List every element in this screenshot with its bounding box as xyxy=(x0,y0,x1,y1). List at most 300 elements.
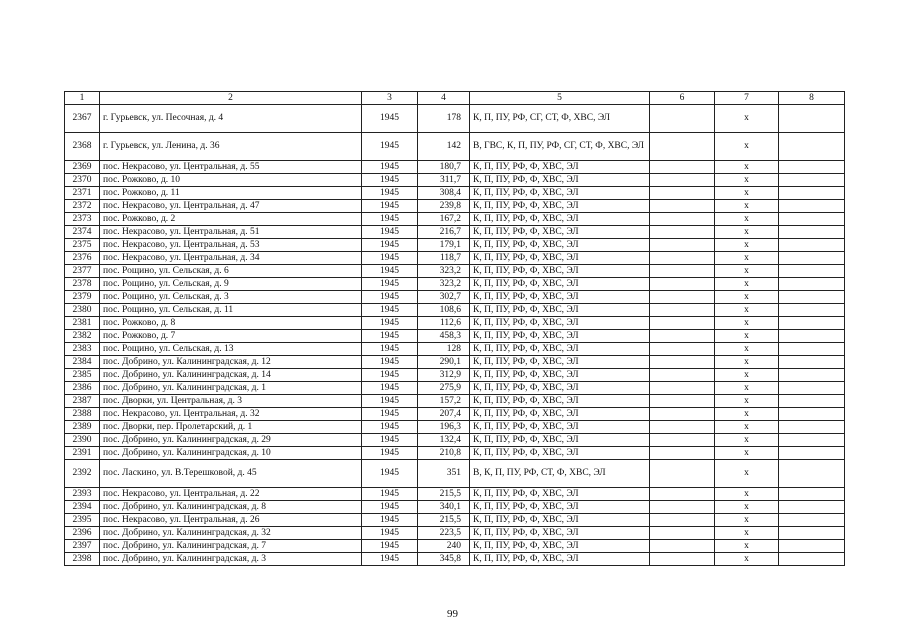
address-cell: пос. Некрасово, ул. Центральная, д. 55 xyxy=(100,161,362,174)
address-cell: пос. Дворки, ул. Центральная, д. 3 xyxy=(100,395,362,408)
table-row xyxy=(65,200,845,213)
area-cell: 308,4 xyxy=(418,187,470,200)
address-cell: пос. Некрасово, ул. Центральная, д. 51 xyxy=(100,226,362,239)
address-cell: пос. Некрасово, ул. Центральная, д. 47 xyxy=(100,200,362,213)
row-number-cell: 2391 xyxy=(65,447,100,460)
column-8-cell xyxy=(779,434,845,447)
area-cell: 458,3 xyxy=(418,330,470,343)
page-number: 99 xyxy=(447,608,458,620)
row-number-cell: 2398 xyxy=(65,553,100,566)
table-row xyxy=(65,421,845,434)
table-row xyxy=(65,382,845,395)
row-number-cell: 2382 xyxy=(65,330,100,343)
year-cell: 1945 xyxy=(362,408,418,421)
year-cell: 1945 xyxy=(362,252,418,265)
column-6-cell xyxy=(650,226,715,239)
column-number-row xyxy=(65,92,845,105)
works-cell: К, П, ПУ, РФ, Ф, ХВС, ЭЛ xyxy=(470,187,650,200)
address-cell: пос. Добрино, ул. Калининградская, д. 10 xyxy=(100,447,362,460)
column-7-cell: х xyxy=(715,226,779,239)
address-cell: пос. Добрино, ул. Калининградская, д. 32 xyxy=(100,527,362,540)
address-cell: пос. Некрасово, ул. Центральная, д. 22 xyxy=(100,488,362,501)
column-7-cell: х xyxy=(715,187,779,200)
column-6-cell xyxy=(650,447,715,460)
table-row xyxy=(65,330,845,343)
address-cell: пос. Рожково, д. 10 xyxy=(100,174,362,187)
address-cell: пос. Добрино, ул. Калининградская, д. 1 xyxy=(100,382,362,395)
area-cell: 240 xyxy=(418,540,470,553)
area-cell: 215,5 xyxy=(418,488,470,501)
column-7-cell: х xyxy=(715,395,779,408)
area-cell: 132,4 xyxy=(418,434,470,447)
year-cell: 1945 xyxy=(362,278,418,291)
works-cell: К, П, ПУ, РФ, Ф, ХВС, ЭЛ xyxy=(470,213,650,226)
area-cell: 290,1 xyxy=(418,356,470,369)
column-8-cell xyxy=(779,501,845,514)
table-row xyxy=(65,447,845,460)
row-number-cell: 2376 xyxy=(65,252,100,265)
column-6-cell xyxy=(650,408,715,421)
area-cell: 178 xyxy=(418,105,470,133)
works-cell: В, К, П, ПУ, РФ, СТ, Ф, ХВС, ЭЛ xyxy=(470,460,650,488)
year-cell: 1945 xyxy=(362,174,418,187)
row-number-cell: 2393 xyxy=(65,488,100,501)
works-cell: К, П, ПУ, РФ, Ф, ХВС, ЭЛ xyxy=(470,174,650,187)
works-cell: К, П, ПУ, РФ, Ф, ХВС, ЭЛ xyxy=(470,265,650,278)
table-row xyxy=(65,356,845,369)
column-8-cell xyxy=(779,421,845,434)
area-cell: 210,8 xyxy=(418,447,470,460)
column-number-3: 3 xyxy=(362,92,418,105)
column-8-cell xyxy=(779,174,845,187)
column-7-cell: х xyxy=(715,304,779,317)
year-cell: 1945 xyxy=(362,369,418,382)
year-cell: 1945 xyxy=(362,488,418,501)
table-row xyxy=(65,395,845,408)
column-6-cell xyxy=(650,421,715,434)
column-6-cell xyxy=(650,330,715,343)
column-8-cell xyxy=(779,317,845,330)
works-cell: К, П, ПУ, РФ, Ф, ХВС, ЭЛ xyxy=(470,304,650,317)
area-cell: 216,7 xyxy=(418,226,470,239)
column-8-cell xyxy=(779,356,845,369)
year-cell: 1945 xyxy=(362,343,418,356)
row-number-cell: 2381 xyxy=(65,317,100,330)
row-number-cell: 2378 xyxy=(65,278,100,291)
area-cell: 179,1 xyxy=(418,239,470,252)
row-number-cell: 2368 xyxy=(65,133,100,161)
address-cell: пос. Некрасово, ул. Центральная, д. 26 xyxy=(100,514,362,527)
area-cell: 323,2 xyxy=(418,278,470,291)
column-6-cell xyxy=(650,161,715,174)
works-cell: К, П, ПУ, РФ, Ф, ХВС, ЭЛ xyxy=(470,434,650,447)
area-cell: 196,3 xyxy=(418,421,470,434)
year-cell: 1945 xyxy=(362,501,418,514)
table-row xyxy=(65,226,845,239)
column-6-cell xyxy=(650,540,715,553)
column-8-cell xyxy=(779,239,845,252)
year-cell: 1945 xyxy=(362,447,418,460)
year-cell: 1945 xyxy=(362,330,418,343)
column-8-cell xyxy=(779,133,845,161)
year-cell: 1945 xyxy=(362,514,418,527)
row-number-cell: 2392 xyxy=(65,460,100,488)
year-cell: 1945 xyxy=(362,527,418,540)
area-cell: 108,6 xyxy=(418,304,470,317)
area-cell: 215,5 xyxy=(418,514,470,527)
column-7-cell: х xyxy=(715,527,779,540)
year-cell: 1945 xyxy=(362,133,418,161)
column-7-cell: х xyxy=(715,540,779,553)
table-row xyxy=(65,408,845,421)
column-6-cell xyxy=(650,239,715,252)
works-cell: К, П, ПУ, РФ, Ф, ХВС, ЭЛ xyxy=(470,330,650,343)
column-6-cell xyxy=(650,265,715,278)
table-row xyxy=(65,105,845,133)
column-6-cell xyxy=(650,343,715,356)
area-cell: 180,7 xyxy=(418,161,470,174)
column-8-cell xyxy=(779,540,845,553)
column-8-cell xyxy=(779,265,845,278)
area-cell: 112,6 xyxy=(418,317,470,330)
address-cell: пос. Рожково, д. 8 xyxy=(100,317,362,330)
year-cell: 1945 xyxy=(362,540,418,553)
row-number-cell: 2385 xyxy=(65,369,100,382)
table-row xyxy=(65,317,845,330)
column-6-cell xyxy=(650,553,715,566)
column-7-cell: х xyxy=(715,105,779,133)
row-number-cell: 2388 xyxy=(65,408,100,421)
column-8-cell xyxy=(779,187,845,200)
column-8-cell xyxy=(779,330,845,343)
area-cell: 275,9 xyxy=(418,382,470,395)
works-cell: К, П, ПУ, РФ, Ф, ХВС, ЭЛ xyxy=(470,356,650,369)
column-7-cell: х xyxy=(715,553,779,566)
year-cell: 1945 xyxy=(362,382,418,395)
row-number-cell: 2396 xyxy=(65,527,100,540)
register-table-body xyxy=(65,92,845,566)
row-number-cell: 2374 xyxy=(65,226,100,239)
works-cell: К, П, ПУ, РФ, Ф, ХВС, ЭЛ xyxy=(470,226,650,239)
table-row xyxy=(65,239,845,252)
column-6-cell xyxy=(650,369,715,382)
area-cell: 239,8 xyxy=(418,200,470,213)
column-8-cell xyxy=(779,252,845,265)
table-row xyxy=(65,527,845,540)
area-cell: 207,4 xyxy=(418,408,470,421)
column-8-cell xyxy=(779,200,845,213)
row-number-cell: 2397 xyxy=(65,540,100,553)
column-number-5: 5 xyxy=(470,92,650,105)
address-cell: пос. Добрино, ул. Калининградская, д. 8 xyxy=(100,501,362,514)
area-cell: 311,7 xyxy=(418,174,470,187)
column-8-cell xyxy=(779,226,845,239)
address-cell: пос. Добрино, ул. Калининградская, д. 3 xyxy=(100,553,362,566)
works-cell: К, П, ПУ, РФ, Ф, ХВС, ЭЛ xyxy=(470,501,650,514)
year-cell: 1945 xyxy=(362,553,418,566)
column-6-cell xyxy=(650,213,715,226)
column-8-cell xyxy=(779,553,845,566)
works-cell: К, П, ПУ, РФ, Ф, ХВС, ЭЛ xyxy=(470,421,650,434)
table-row xyxy=(65,434,845,447)
column-7-cell: х xyxy=(715,434,779,447)
works-cell: К, П, ПУ, РФ, Ф, ХВС, ЭЛ xyxy=(470,278,650,291)
address-cell: пос. Дворки, пер. Пролетарский, д. 1 xyxy=(100,421,362,434)
column-7-cell: х xyxy=(715,317,779,330)
works-cell: К, П, ПУ, РФ, Ф, ХВС, ЭЛ xyxy=(470,369,650,382)
column-number-8: 8 xyxy=(779,92,845,105)
column-7-cell: х xyxy=(715,174,779,187)
row-number-cell: 2390 xyxy=(65,434,100,447)
works-cell: К, П, ПУ, РФ, Ф, ХВС, ЭЛ xyxy=(470,161,650,174)
year-cell: 1945 xyxy=(362,395,418,408)
column-7-cell: х xyxy=(715,356,779,369)
address-cell: г. Гурьевск, ул. Ленина, д. 36 xyxy=(100,133,362,161)
column-8-cell xyxy=(779,343,845,356)
year-cell: 1945 xyxy=(362,421,418,434)
year-cell: 1945 xyxy=(362,460,418,488)
area-cell: 312,9 xyxy=(418,369,470,382)
column-7-cell: х xyxy=(715,200,779,213)
column-6-cell xyxy=(650,395,715,408)
table-row xyxy=(65,460,845,488)
column-8-cell xyxy=(779,278,845,291)
column-8-cell xyxy=(779,460,845,488)
address-cell: пос. Некрасово, ул. Центральная, д. 34 xyxy=(100,252,362,265)
column-number-6: 6 xyxy=(650,92,715,105)
column-8-cell xyxy=(779,369,845,382)
row-number-cell: 2373 xyxy=(65,213,100,226)
column-7-cell: х xyxy=(715,501,779,514)
column-8-cell xyxy=(779,408,845,421)
year-cell: 1945 xyxy=(362,291,418,304)
address-cell: пос. Добрино, ул. Калининградская, д. 14 xyxy=(100,369,362,382)
works-cell: К, П, ПУ, РФ, Ф, ХВС, ЭЛ xyxy=(470,317,650,330)
row-number-cell: 2370 xyxy=(65,174,100,187)
table-row xyxy=(65,187,845,200)
table-row xyxy=(65,174,845,187)
column-6-cell xyxy=(650,317,715,330)
works-cell: К, П, ПУ, РФ, Ф, ХВС, ЭЛ xyxy=(470,553,650,566)
column-7-cell: х xyxy=(715,460,779,488)
column-6-cell xyxy=(650,501,715,514)
column-8-cell xyxy=(779,395,845,408)
column-8-cell xyxy=(779,488,845,501)
year-cell: 1945 xyxy=(362,200,418,213)
works-cell: К, П, ПУ, РФ, Ф, ХВС, ЭЛ xyxy=(470,527,650,540)
column-6-cell xyxy=(650,356,715,369)
column-7-cell: х xyxy=(715,291,779,304)
table-row xyxy=(65,553,845,566)
area-cell: 302,7 xyxy=(418,291,470,304)
column-6-cell xyxy=(650,200,715,213)
row-number-cell: 2389 xyxy=(65,421,100,434)
column-8-cell xyxy=(779,527,845,540)
column-7-cell: х xyxy=(715,278,779,291)
area-cell: 351 xyxy=(418,460,470,488)
row-number-cell: 2367 xyxy=(65,105,100,133)
table-row xyxy=(65,213,845,226)
column-7-cell: х xyxy=(715,213,779,226)
column-6-cell xyxy=(650,133,715,161)
column-8-cell xyxy=(779,447,845,460)
works-cell: К, П, ПУ, РФ, Ф, ХВС, ЭЛ xyxy=(470,514,650,527)
table-row xyxy=(65,161,845,174)
area-cell: 345,8 xyxy=(418,553,470,566)
column-7-cell: х xyxy=(715,488,779,501)
works-cell: К, П, ПУ, РФ, Ф, ХВС, ЭЛ xyxy=(470,291,650,304)
address-cell: пос. Ласкино, ул. В.Терешковой, д. 45 xyxy=(100,460,362,488)
area-cell: 118,7 xyxy=(418,252,470,265)
address-cell: пос. Добрино, ул. Калининградская, д. 7 xyxy=(100,540,362,553)
column-7-cell: х xyxy=(715,408,779,421)
address-cell: пос. Некрасово, ул. Центральная, д. 32 xyxy=(100,408,362,421)
column-6-cell xyxy=(650,434,715,447)
year-cell: 1945 xyxy=(362,226,418,239)
column-7-cell: х xyxy=(715,239,779,252)
column-7-cell: х xyxy=(715,133,779,161)
year-cell: 1945 xyxy=(362,356,418,369)
works-cell: К, П, ПУ, РФ, Ф, ХВС, ЭЛ xyxy=(470,395,650,408)
column-number-2: 2 xyxy=(100,92,362,105)
address-cell: пос. Рожково, д. 2 xyxy=(100,213,362,226)
row-number-cell: 2380 xyxy=(65,304,100,317)
column-7-cell: х xyxy=(715,161,779,174)
column-6-cell xyxy=(650,291,715,304)
row-number-cell: 2386 xyxy=(65,382,100,395)
row-number-cell: 2371 xyxy=(65,187,100,200)
year-cell: 1945 xyxy=(362,213,418,226)
column-7-cell: х xyxy=(715,265,779,278)
column-6-cell xyxy=(650,527,715,540)
area-cell: 340,1 xyxy=(418,501,470,514)
works-cell: К, П, ПУ, РФ, Ф, ХВС, ЭЛ xyxy=(470,540,650,553)
year-cell: 1945 xyxy=(362,434,418,447)
address-cell: пос. Добрино, ул. Калининградская, д. 29 xyxy=(100,434,362,447)
works-cell: К, П, ПУ, РФ, Ф, ХВС, ЭЛ xyxy=(470,200,650,213)
table-row xyxy=(65,369,845,382)
column-8-cell xyxy=(779,105,845,133)
column-7-cell: х xyxy=(715,382,779,395)
column-7-cell: х xyxy=(715,447,779,460)
column-6-cell xyxy=(650,460,715,488)
area-cell: 223,5 xyxy=(418,527,470,540)
table-row xyxy=(65,252,845,265)
row-number-cell: 2377 xyxy=(65,265,100,278)
works-cell: К, П, ПУ, РФ, Ф, ХВС, ЭЛ xyxy=(470,343,650,356)
address-cell: пос. Рощино, ул. Сельская, д. 6 xyxy=(100,265,362,278)
year-cell: 1945 xyxy=(362,239,418,252)
table-row xyxy=(65,540,845,553)
column-7-cell: х xyxy=(715,343,779,356)
area-cell: 167,2 xyxy=(418,213,470,226)
row-number-cell: 2369 xyxy=(65,161,100,174)
column-7-cell: х xyxy=(715,369,779,382)
row-number-cell: 2384 xyxy=(65,356,100,369)
works-cell: К, П, ПУ, РФ, Ф, ХВС, ЭЛ xyxy=(470,239,650,252)
column-8-cell xyxy=(779,382,845,395)
works-cell: К, П, ПУ, РФ, Ф, ХВС, ЭЛ xyxy=(470,408,650,421)
row-number-cell: 2395 xyxy=(65,514,100,527)
works-cell: В, ГВС, К, П, ПУ, РФ, СГ, СТ, Ф, ХВС, ЭЛ xyxy=(470,133,650,161)
address-cell: пос. Рощино, ул. Сельская, д. 3 xyxy=(100,291,362,304)
row-number-cell: 2383 xyxy=(65,343,100,356)
area-cell: 157,2 xyxy=(418,395,470,408)
column-6-cell xyxy=(650,278,715,291)
area-cell: 323,2 xyxy=(418,265,470,278)
table-row xyxy=(65,501,845,514)
column-6-cell xyxy=(650,382,715,395)
table-row xyxy=(65,278,845,291)
address-cell: пос. Рощино, ул. Сельская, д. 11 xyxy=(100,304,362,317)
row-number-cell: 2387 xyxy=(65,395,100,408)
column-6-cell xyxy=(650,252,715,265)
address-cell: пос. Рожково, д. 11 xyxy=(100,187,362,200)
works-cell: К, П, ПУ, РФ, Ф, ХВС, ЭЛ xyxy=(470,447,650,460)
year-cell: 1945 xyxy=(362,265,418,278)
table-row xyxy=(65,133,845,161)
works-cell: К, П, ПУ, РФ, Ф, ХВС, ЭЛ xyxy=(470,488,650,501)
row-number-cell: 2375 xyxy=(65,239,100,252)
column-8-cell xyxy=(779,304,845,317)
table-row xyxy=(65,514,845,527)
works-cell: К, П, ПУ, РФ, Ф, ХВС, ЭЛ xyxy=(470,252,650,265)
address-cell: пос. Рожково, д. 7 xyxy=(100,330,362,343)
column-8-cell xyxy=(779,514,845,527)
address-cell: пос. Рощино, ул. Сельская, д. 13 xyxy=(100,343,362,356)
area-cell: 142 xyxy=(418,133,470,161)
year-cell: 1945 xyxy=(362,317,418,330)
address-cell: г. Гурьевск, ул. Песочная, д. 4 xyxy=(100,105,362,133)
column-6-cell xyxy=(650,187,715,200)
works-cell: К, П, ПУ, РФ, Ф, ХВС, ЭЛ xyxy=(470,382,650,395)
register-table xyxy=(64,91,845,566)
column-6-cell xyxy=(650,105,715,133)
address-cell: пос. Некрасово, ул. Центральная, д. 53 xyxy=(100,239,362,252)
column-number-4: 4 xyxy=(418,92,470,105)
column-6-cell xyxy=(650,488,715,501)
column-number-7: 7 xyxy=(715,92,779,105)
row-number-cell: 2379 xyxy=(65,291,100,304)
column-8-cell xyxy=(779,291,845,304)
row-number-cell: 2394 xyxy=(65,501,100,514)
table-row xyxy=(65,291,845,304)
column-6-cell xyxy=(650,174,715,187)
year-cell: 1945 xyxy=(362,161,418,174)
column-8-cell xyxy=(779,213,845,226)
column-7-cell: х xyxy=(715,252,779,265)
column-7-cell: х xyxy=(715,330,779,343)
year-cell: 1945 xyxy=(362,187,418,200)
column-8-cell xyxy=(779,161,845,174)
row-number-cell: 2372 xyxy=(65,200,100,213)
year-cell: 1945 xyxy=(362,304,418,317)
table-row xyxy=(65,265,845,278)
column-number-1: 1 xyxy=(65,92,100,105)
column-6-cell xyxy=(650,304,715,317)
table-row xyxy=(65,488,845,501)
area-cell: 128 xyxy=(418,343,470,356)
column-6-cell xyxy=(650,514,715,527)
address-cell: пос. Рощино, ул. Сельская, д. 9 xyxy=(100,278,362,291)
column-7-cell: х xyxy=(715,514,779,527)
year-cell: 1945 xyxy=(362,105,418,133)
column-7-cell: х xyxy=(715,421,779,434)
address-cell: пос. Добрино, ул. Калининградская, д. 12 xyxy=(100,356,362,369)
table-row xyxy=(65,343,845,356)
works-cell: К, П, ПУ, РФ, СГ, СТ, Ф, ХВС, ЭЛ xyxy=(470,105,650,133)
table-row xyxy=(65,304,845,317)
